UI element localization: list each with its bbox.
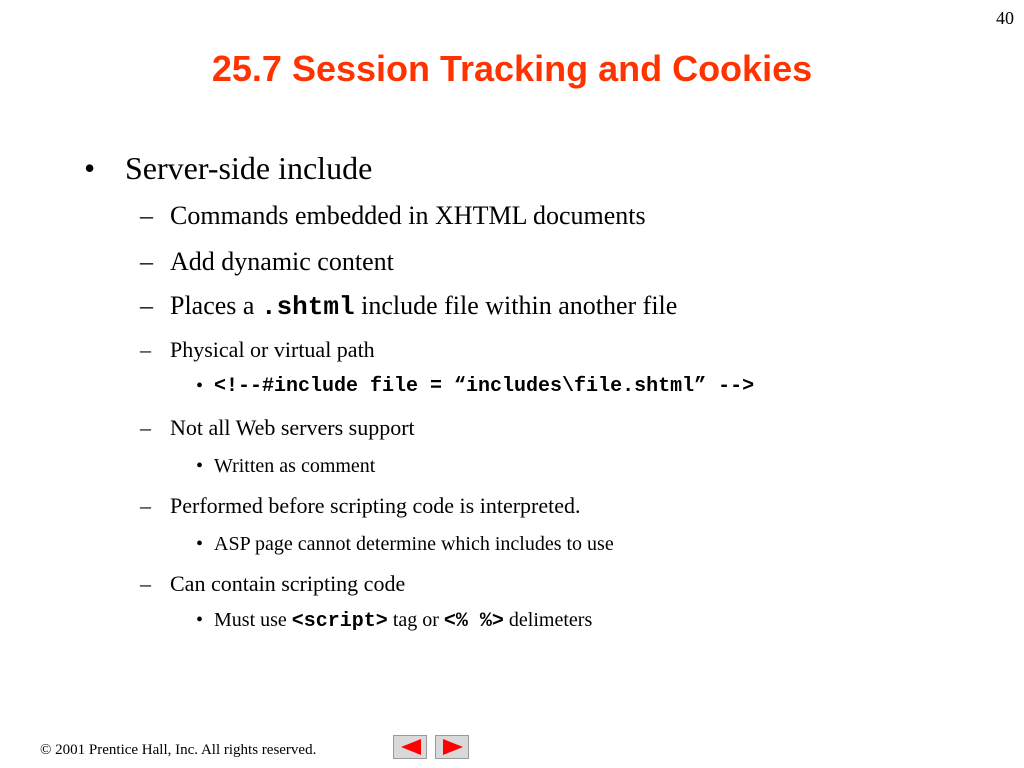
dash-marker: – [140, 291, 153, 320]
left-triangle-icon [394, 736, 428, 760]
places-prefix: Places a [170, 291, 261, 320]
previous-slide-button[interactable] [393, 735, 427, 759]
bullet-marker: • [196, 609, 204, 631]
dash-marker: – [140, 415, 151, 440]
bullet-server-side-include: Server-side include [125, 150, 373, 186]
dash-marker: – [140, 201, 153, 230]
item-commands: Commands embedded in XHTML documents [170, 201, 646, 230]
item-must-use [214, 609, 592, 633]
item-performed: Performed before scripting code is interpreted. [170, 493, 581, 518]
dash-marker: – [140, 247, 153, 276]
item-written: Written as comment [214, 455, 376, 477]
right-triangle-icon [436, 736, 470, 760]
dash-marker: – [140, 571, 151, 596]
bullet-marker: • [196, 455, 204, 477]
bullet-marker: • [196, 375, 204, 397]
copyright-footer [40, 742, 316, 759]
must-suffix: delimeters [503, 609, 593, 631]
item-places [170, 291, 677, 322]
item-path-example: <!--#include file = “includes\file.shtml” --> [214, 375, 755, 398]
bullet-marker: • [196, 533, 204, 555]
must-mid: tag or [387, 609, 444, 631]
slide-number: 40 [996, 8, 1014, 28]
item-asp: ASP page cannot determine which includes to use [214, 533, 614, 555]
next-slide-button[interactable] [435, 735, 469, 759]
script-tag-code: <script> [291, 610, 388, 633]
bullet-marker: • [84, 150, 96, 186]
page-title: 25.7 Session Tracking and Cookies [211, 48, 813, 89]
shtml-code: .shtml [260, 292, 355, 322]
dash-marker: – [140, 337, 151, 362]
item-path: Physical or virtual path [170, 337, 375, 362]
dash-marker: – [140, 493, 151, 518]
copyright-symbol: © [40, 742, 52, 758]
copyright-text: 2001 Prentice Hall, Inc. All rights reserved. [51, 742, 317, 758]
must-prefix: Must use [214, 609, 292, 631]
item-dynamic: Add dynamic content [170, 247, 394, 276]
item-can-contain: Can contain scripting code [170, 571, 406, 596]
places-suffix: include file within another file [354, 291, 678, 320]
item-not-all: Not all Web servers support [170, 415, 415, 440]
delimiter-code: <% %> [443, 610, 504, 633]
